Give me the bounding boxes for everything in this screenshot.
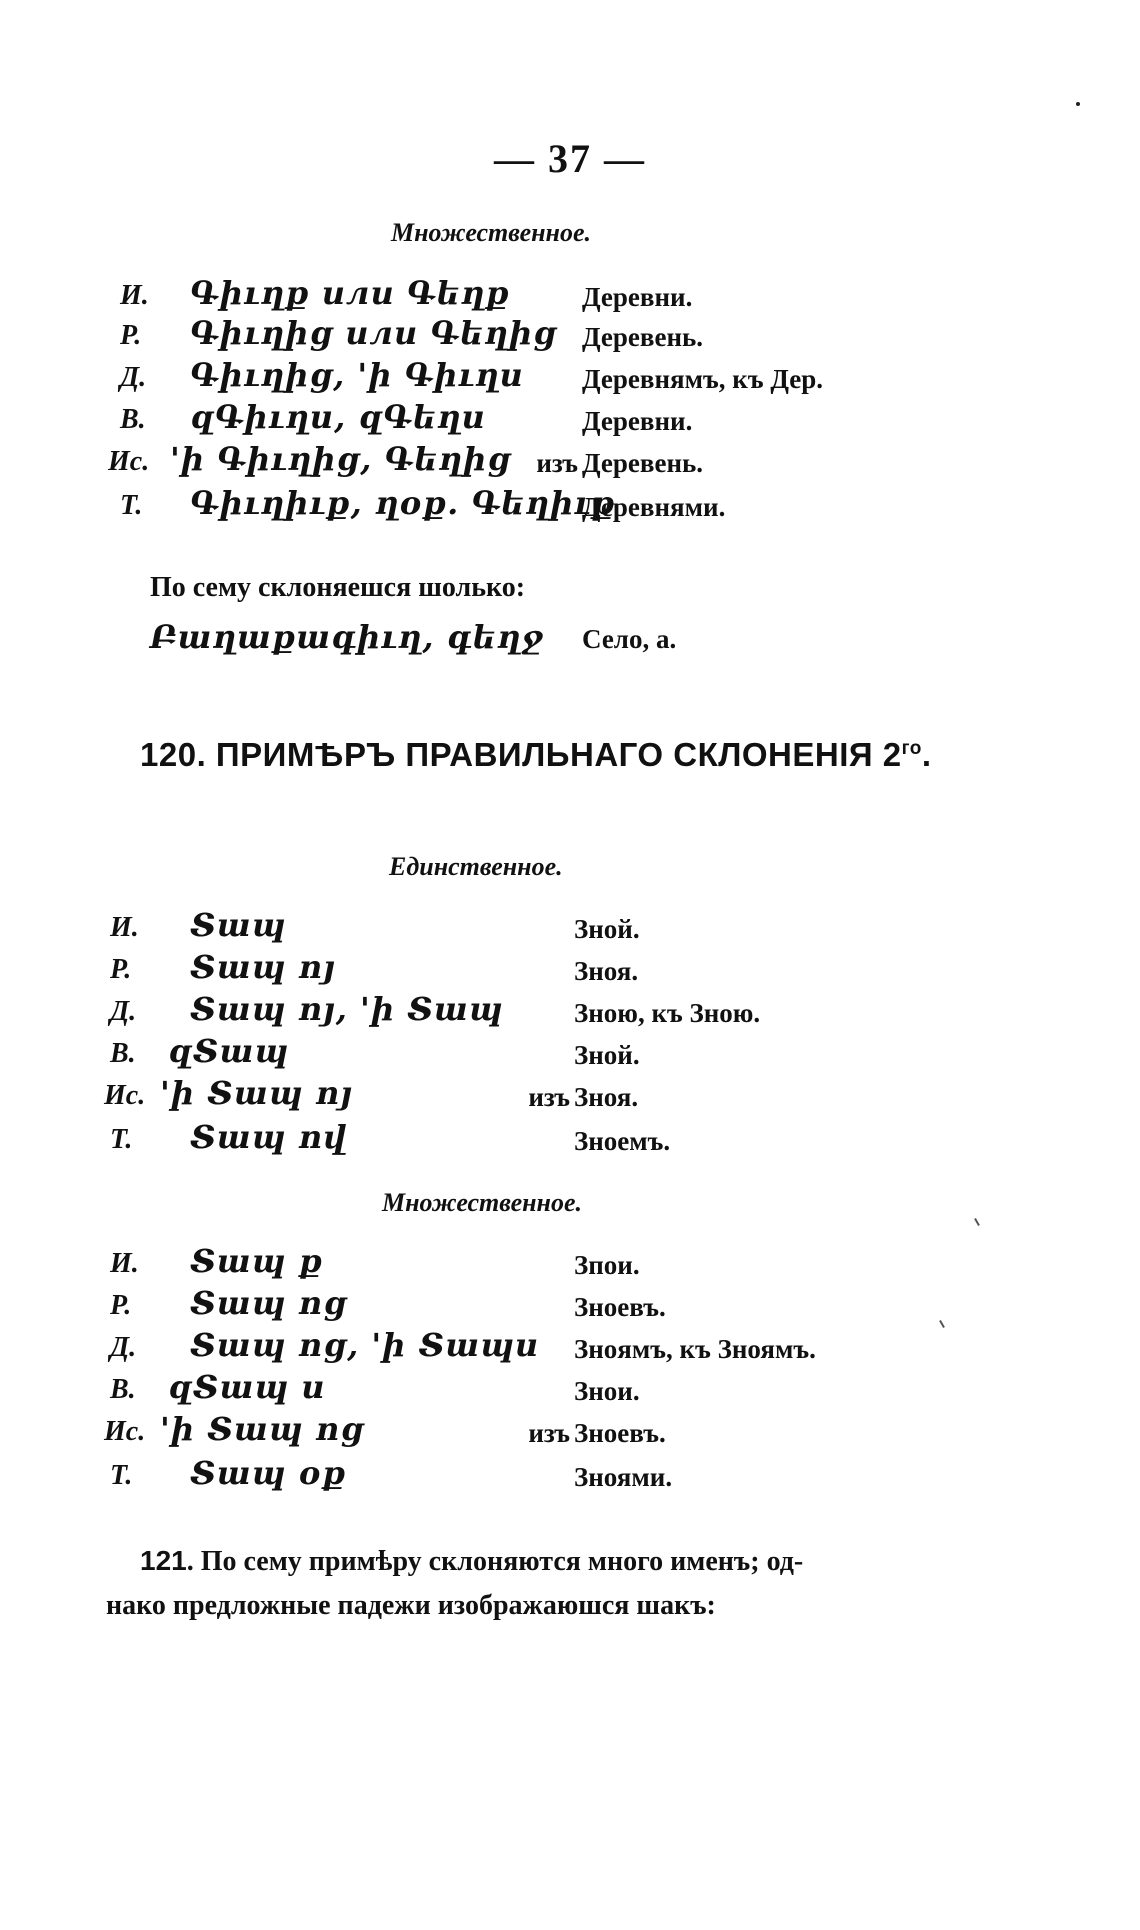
- russian-translation: Знои.: [574, 1376, 640, 1406]
- russian-translation: Зной.: [574, 914, 640, 944]
- scan-mark: [939, 1320, 945, 1328]
- preposition: изъ: [528, 1418, 570, 1448]
- case-label: Ис.: [104, 1416, 146, 1447]
- armenian-form: 'ի Գիւղից, Գեղից: [170, 440, 511, 478]
- case-label: И.: [110, 912, 139, 943]
- armenian-form: Գիւղից, 'ի Գիւղս: [190, 356, 524, 394]
- heading-singular: Единственное.: [389, 852, 563, 881]
- case-label: Т.: [120, 490, 143, 521]
- heading-plural-1: Множественное.: [391, 218, 592, 247]
- case-label: Р.: [110, 1290, 132, 1321]
- russian-translation: Зноевъ.: [574, 1418, 666, 1448]
- paragraph-121-line2: нако предложные падежи изображаюшся шакъ:: [106, 1590, 716, 1621]
- armenian-form: զԳիւղս, զԳեղս: [190, 398, 486, 436]
- armenian-form: 'ի Տապ ոյ: [160, 1074, 353, 1112]
- armenian-form: Գիւղից или Գեղից: [190, 314, 557, 352]
- case-label: Ис.: [108, 446, 150, 477]
- declension-note: По сему склоняешся шолько:: [150, 572, 526, 603]
- scan-mark: [974, 1218, 980, 1226]
- russian-translation: Зноя.: [574, 956, 639, 986]
- armenian-form: Տապ ոց: [190, 1284, 348, 1322]
- scan-speck: [1076, 102, 1080, 106]
- armenian-form: Տապ: [190, 906, 287, 944]
- case-label: Д.: [110, 1332, 137, 1363]
- russian-translation: Деревнями.: [582, 492, 726, 522]
- armenian-form: զՏապ: [168, 1032, 290, 1070]
- russian-translation: Деревнямъ, къ Дер.: [582, 364, 823, 394]
- case-label: Д.: [110, 996, 137, 1027]
- armenian-form: Տապ օք: [190, 1454, 347, 1492]
- armenian-form: Տապ ոց, 'ի Տապս: [190, 1326, 540, 1364]
- armenian-form: Տապ ոյ, 'ի Տապ: [190, 990, 504, 1028]
- case-label: Р.: [120, 320, 142, 351]
- paragraph-121-line1: 121. По сему примѣру склоняются много именъ; од-: [140, 1545, 804, 1577]
- armenian-form: Տապ ք: [190, 1242, 324, 1280]
- case-label: Т.: [110, 1460, 133, 1491]
- armenian-form: Տապ ով: [190, 1118, 348, 1156]
- preposition: изъ: [536, 448, 578, 478]
- russian-translation: Деревень.: [582, 448, 704, 478]
- section-number: 120: [140, 736, 197, 773]
- page-number: — 37 —: [494, 136, 646, 181]
- preposition: изъ: [528, 1082, 570, 1112]
- russian-translation: Зноями.: [574, 1462, 673, 1492]
- case-label: Р.: [110, 954, 132, 985]
- section-heading-120: 120. ПРИМѢРЪ ПРАВИЛЬНАГО СКЛОНЕНІЯ $2^{го}$.: [140, 736, 932, 773]
- russian-translation: Деревень.: [582, 322, 704, 352]
- armenian-form: Գիւղք или Գեղք: [190, 274, 510, 312]
- armenian-form: 'ի Տապ ոց: [160, 1410, 365, 1448]
- armenian-form: Տապ ոյ: [190, 948, 336, 986]
- section-number: 121: [140, 1545, 187, 1576]
- example-russian: Село, а.: [582, 624, 677, 654]
- armenian-form: Գիւղիւք, ղօք. Գեղիւք: [190, 484, 616, 522]
- case-label: И.: [110, 1248, 139, 1279]
- russian-translation: Зною, къ Зною.: [574, 998, 761, 1028]
- example-armenian: Բաղաքագիւղ, գեղջ: [150, 618, 544, 656]
- case-label: Ис.: [104, 1080, 146, 1111]
- armenian-form: զՏապ ս: [168, 1368, 326, 1406]
- russian-translation: Знoямъ, къ Зноямъ.: [574, 1334, 816, 1364]
- case-label: Д.: [120, 362, 147, 393]
- case-label: В.: [120, 404, 146, 435]
- heading-plural-2: Множественное.: [382, 1188, 583, 1217]
- russian-translation: Деревни.: [582, 282, 693, 312]
- case-label: В.: [110, 1038, 136, 1069]
- case-label: В.: [110, 1374, 136, 1405]
- russian-translation: Зноя.: [574, 1082, 639, 1112]
- russian-translation: Зноевъ.: [574, 1292, 666, 1322]
- russian-translation: Деревни.: [582, 406, 693, 436]
- russian-translation: Зной.: [574, 1040, 640, 1070]
- case-label: Т.: [110, 1124, 133, 1155]
- russian-translation: Зпои.: [574, 1250, 640, 1280]
- case-label: И.: [120, 280, 149, 311]
- section-title-superscript: го: [901, 738, 922, 759]
- section-title: ПРИМѢРЪ ПРАВИЛЬНАГО СКЛОНЕНІЯ 2: [215, 736, 902, 773]
- russian-translation: Зноемъ.: [574, 1126, 671, 1156]
